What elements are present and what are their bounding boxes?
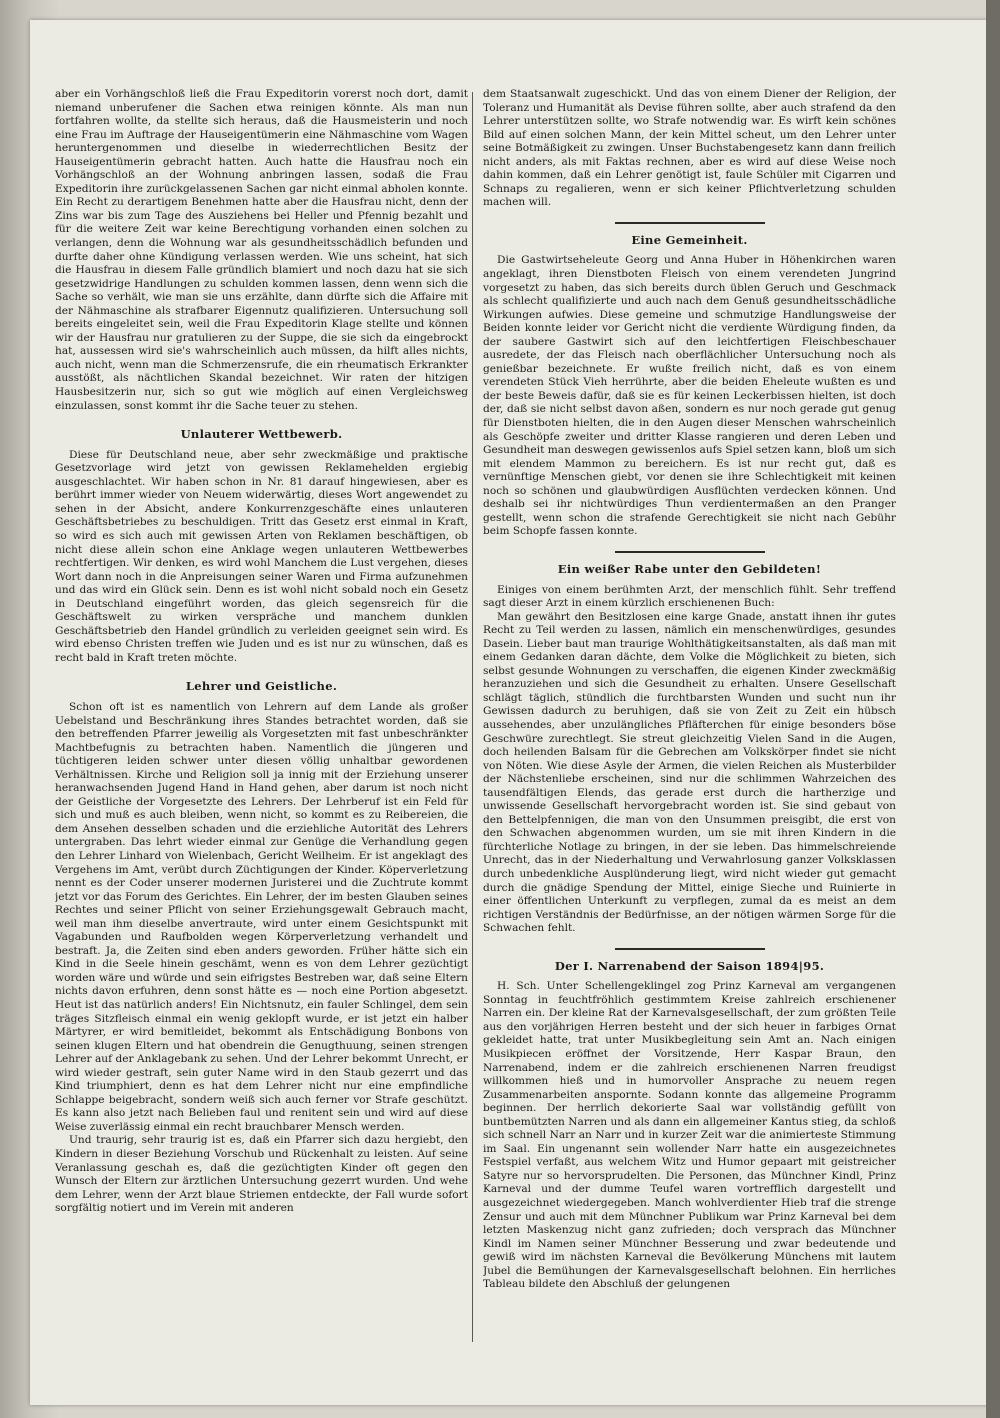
left-column <box>55 88 468 1353</box>
right-column <box>483 88 896 1353</box>
section-divider <box>615 948 765 950</box>
article-weisser-rabe-quote: Man gewährt den Besitzlosen eine karge Gnade, anstatt ihnen ihr gutes Recht zu Teil werden zu lassen, nämlich ein menschenwürdiges, gesundes Dasein. Lieber baut man traurige Wohlthätigkeitsanstalten, als daß man mit einem Gedanken daran dächte, dem Volke die Möglichkeit zu bieten, sich selbst gesunde Wohnungen zu verschaffen, die eigenen Kinder zweckmäßig heranzuziehen und sich die Gesundheit zu erhalten. Unsere Gesellschaft schlägt täglich, stündlich die furchtbarsten Wunden und sucht nun ihr Gewissen dadurch zu beruhigen, daß sie von Zeit zu Zeit ein hübsch aussehendes, aber unzulängliches Pfläfterchen für einige besonders böse Geschwüre zurechtlegt. Sie streut gleichzeitig Vielen Sand in die Augen, doch heilenden Balsam für die Gebrechen am Volkskörper findet sie nicht von Nöten. Wie diese Asyle der Armen, die vielen Reichen als Musterbilder der Nächstenliebe erscheinen, sind nur die schlimmen Wahrzeichen des tausendfältigen Elends, das gerade erst durch die hartherzige und unwissende Gesellschaft hervorgebracht worden ist. Sie sind gebaut von den Bettelpfennigen, die man von den Unsummen preisgibt, die erst von den Schwachen abgenommen wurden, um sie mit ihren Kindern in die fürchterliche Notlage zu bringen, in der sie leben. Das himmelschreiende Unrecht, das in der Niederhaltung und Verwahrlosung ganzer Volksklassen durch unbedenkliche Ausplünderung liegt, wird nicht wieder gut gemacht durch die gnädige Spendung der Mittel, einige Sieche und Ruinierte in einer öffentlichen Unterkunft zu verpflegen, zumal da es meist an dem richtigen Verständnis der Bedürfnisse, an der nötigen wärmen Sorge für die Schwachen fehlt. <box>483 610 896 935</box>
heading-weisser-rabe: Ein weißer Rabe unter den Gebildeten! <box>557 561 822 576</box>
article-lehrer-continuation: dem Staatsanwalt zugeschickt. Und das von einem Diener der Religion, der Toleranz und Humanität als Devise führen sollte, aber auch strafend da den Lehrer unterstützen sollte, wo Strafe notwendig war. Es wirft kein schönes Bild auf einen solchen Mann, der kein Mittel scheut, um den Lehrer unter seine Botmäßigkeit zu zwingen. Unser Buchstabengesetz kann dann freilich nicht anders, als mit Faktas rechnen, aber es wird auf diese Weise noch dahin kommen, daß ein Lehrer genötigt ist, faule Schüler mit Cigarren und Schnaps zu regalieren, wenn er sich keiner Pflichtverletzung schulden machen will. <box>483 88 896 209</box>
article-unlauterer-wettbewerb: Diese für Deutschland neue, aber sehr zweckmäßige und praktische Gesetzvorlage wird jetzt von gewissen Reklamehelden ergiebig ausgeschlachtet. Wir haben schon in Nr. 81 darauf hingewiesen, aber es berührt immer wieder von Neuem widerwärtig, dieses Wort angewendet zu sehen in der Absicht, andere Konkurrenzgeschäfte eines unlauteren Geschäftsbetriebes zu beschuldigen. Tritt das Gesetz erst einmal in Kraft, so wird es sich auch mit gewissen Arten von Reklamen beschäftigen, ob nicht diese allein schon eine Anklage wegen unlauteren Wettbewerbes rechtfertigen. Wir denken, es wird wohl Manchem die Lust vergehen, dieses Wort dann noch in die Anpreisungen seiner Waren und Firma aufzunehmen und das wird ein Glück sein. Denn es ist wohl nicht sobald noch ein Gesetz in Deutschland eingeführt worden, das gleich segensreich für die Geschäftswelt zu wirken verspräche und manchem dunklen Geschäftsbetrieb den Handel gründlich zu verleiden geeignet sein wird. Es wird ebenso Christen treffen wie Juden und es ist nur zu wünschen, daß es recht bald in Kraft treten möchte. <box>55 448 468 664</box>
article-continuation: aber ein Vorhängschloß ließ die Frau Expeditorin vorerst noch dort, damit niemand unberufener die Sachen etwa reinigen könnte. Als man nun fortfahren wollte, da stellte sich heraus, daß die Hausmeisterin und noch eine Frau im Auftrage der Hauseigentümerin eine Nähmaschine vom Wagen heruntergenommen und dieselbe in wiederrechtlichen Besitz der Hauseigentümerin gebracht hatten. Auch hatte die Hausfrau noch ein Vorhängschloß an der Wohnung anbringen lassen, sodaß die Frau Expeditorin ihre zurückgelassenen Sachen gar nicht einmal abholen konnte. Ein Recht zu derartigem Benehmen hatte aber die Hausfrau nicht, denn der Zins war bis zum Tage des Ausziehens bei Heller und Pfennig bezahlt und für die weitere Zeit war keine Berechtigung vorhanden einen solchen zu verlangen, denn die Wohnung war als gesundheitsschädlich befunden und durfte daher ohne Kündigung verlassen werden. Wie uns scheint, hat sich die Hausfrau in diesem Falle gründlich blamiert und noch dazu hat sie sich gesetzwidrige Handlungen zu schulden kommen lassen, denn wenn sich die Sache so verhält, wie man sie uns erzählte, dann dürfte sich die Affaire mit der Nähmaschine als strafbarer Eigennutz qualifizieren. Untersuchung soll bereits eingeleitet sein, weil die Frau Expeditorin Klage stellte und können wir der Hausfrau nur gratulieren zu der Suppe, die sie sich da eingebrockt hat, aussessen wird sie's wahrscheinlich auch müssen, da hilft alles nichts, auch nicht, wenn man die Schmerzensrufe, die ein rheumatisch Erkrankter ausstößt, als nächtlichen Skandal bezeichnet. Wir raten der hitzigen Hausbesitzerin nur, sich so gut wie möglich auf einen Vergleichsweg einzulassen, sonst kommt ihr die Sache teuer zu stehen. <box>55 88 468 412</box>
heading-eine-gemeinheit: Eine Gemeinheit. <box>631 232 748 247</box>
article-eine-gemeinheit: Die Gastwirtseheleute Georg und Anna Huber in Höhenkirchen waren angeklagt, ihren Dienstboten Fleisch von einem verendeten Jungrind vorgesetzt zu haben, das sich bereits durch üblen Geruch und Geschmack als schlecht qualifizierte und auch nach dem Genuß gesundheitsschädliche Wirkungen aufwies. Diese gemeine und schmutzige Handlungsweise der Beiden konnte leider vor Gericht nicht die verdiente Würdigung finden, da der saubere Gastwirt sich auf den leichtfertigen Fleischbeschauer ausredete, der das Fleisch nach oberflächlicher Untersuchung noch als genießbar bezeichnete. Er wußte freilich nicht, daß es von einem verendeten Stück Vieh herrührte, aber die beiden Eheleute wußten es und der beste Beweis dafür, daß sie es für keinen Leckerbissen hielten, ist doch der, daß sie nicht selbst davon aßen, sondern es nur noch gerade gut genug für Dienstboten hielten, die in den Augen dieser Menschen wahrscheinlich als Geschöpfe zweiter und dritter Klasse rangieren und deren Leben und Gesundheit man deswegen gewissenlos aufs Spiel setzen kann, bloß um sich mit elendem Mammon zu bereichern. Es ist nur recht gut, daß es vernünftige Menschen giebt, vor denen sie ihre Schlechtigkeit mit keinen noch so schönen und glaubwürdigen Ausflüchten verdecken können. Und deshalb sei ihr nichtwürdiges Thun verdientermaßen an den Pranger gestellt, wenn schon die strafende Gerechtigkeit sie nicht nach Gebühr beim Schopfe fassen konnte. <box>483 254 896 538</box>
column-divider <box>472 92 473 1342</box>
heading-lehrer-und-geistliche: Lehrer und Geistliche. <box>185 679 338 694</box>
heading-narrenabend: Der I. Narrenabend der Saison 1894|95. <box>554 958 825 973</box>
section-divider <box>615 222 765 224</box>
section-divider <box>615 551 765 553</box>
article-lehrer-part2: Und traurig, sehr traurig ist es, daß ein Pfarrer sich dazu hergiebt, den Kindern in dieser Beziehung Vorschub und Rückenhalt zu leisten. Auf seine Veranlassung geschah es, daß die gezüchtigten Kinder oft gegen den Wunsch der Eltern zur ärztlichen Untersuchung gezerrt wurden. Und wehe dem Lehrer, wenn der Arzt blaue Striemen entdeckte, der Fall wurde sofort sorgfältig notiert und im Verein mit anderen <box>55 1134 468 1215</box>
heading-unlauterer-wettbewerb: Unlauterer Wettbewerb. <box>180 427 343 442</box>
scan-edge <box>986 0 1000 1418</box>
article-lehrer-part1: Schon oft ist es namentlich von Lehrern auf dem Lande als großer Uebelstand und Beschränkung ihres Standes betrachtet worden, daß sie den betreffenden Pfarrer jeweilig als Vorgesetzten mit fast unbeschränkter Machtbefugnis zu betrachten haben. Namentlich die jüngeren und tüchtigeren leiden schwer unter diesen völlig unhaltbar gewordenen Verhältnissen. Kirche und Religion soll ja innig mit der Erziehung unserer heranwachsenden Jugend Hand in Hand gehen, aber darum ist noch nicht der Geistliche der Vorgesetzte des Lehrers. Der Lehrberuf ist ein Feld für sich und muß es auch bleiben, wenn nicht, so kommt es zu Reibereien, die dem Ansehen desselben schaden und die erziehliche Autorität des Lehrers untergraben. Das lehrt wieder einmal zur Genüge die Verhandlung gegen den Lehrer Linhard von Wielenbach, Gericht Weilheim. Er ist angeklagt des Vergehens im Amt, verübt durch Züchtigungen der Kinder. Köperverletzung nennt es der Coder unserer modernen Juristerei und die Zuchtrute kommt jetzt vor das Forum des Gerichtes. Ein Lehrer, der im besten Glauben seines Rechtes und seiner Pflicht von seiner Erziehungsgewalt Gebrauch macht, weil man ihm dieselbe anvertraute, wird unter einem Gesichtspunkt mit Vagabunden und Raufbolden wegen Körperverletzung verhandelt und bestraft. Ja, die Zeiten sind eben anders geworden. Früher hätte sich ein Kind in die Seele hinein geschämt, wenn es von dem Lehrer gezüchtigt worden wäre und würde und sein eifrigstes Bestreben war, daß seine Eltern nichts davon erfuhren, denn sonst hätte es — noch eine Portion abgesetzt. Heut ist das natürlich anders! Ein Nichtsnutz, ein fauler Schlingel, dem sein träges Sitzfleisch einmal ein wenig geklopft wurde, er ist jetzt ein halber Märtyrer, er wird bemitleidet, bekommt als Entschädigung Bonbons von seinen klugen Eltern und hat obendrein die Genugthuung, seinen strengen Lehrer auf der Anklagebank zu sehen. Und der Lehrer bekommt Unrecht, er wird wieder gestraft, sein guter Name wird in den Staub gezerrt und das Kind triumphiert, denn es hat dem Lehrer nicht nur eine empfindliche Schlappe beigebracht, sondern weiß sich auch ferner vor Strafe geschützt. Es kann also jetzt nach Belieben faul und renitent sein und wird auf diese Weise zuverlässig einmal ein recht brauchbarer Mensch werden. <box>55 700 468 1133</box>
article-weisser-rabe-intro: Einiges von einem berühmten Arzt, der menschlich fühlt. Sehr treffend sagt dieser Arzt in einem kürzlich erschienenen Buch: <box>483 583 896 610</box>
article-narrenabend: H. Sch. Unter Schellengeklingel zog Prinz Karneval am vergangenen Sonntag in feuchtfröhlich gestimmtem Kreise zahlreich erschienener Narren ein. Der kleine Rat der Karnevalsgesellschaft, der zum größten Teile aus den vorjährigen Herren besteht und der sich heuer in farbiges Ornat gekleidet hatte, trat unter Musikbegleitung sein Amt an. Nach einigen Musikpiecen eröffnet der Vorsitzende, Herr Kaspar Braun, den Narrenabend, indem er die zahlreich erschienenen Narren freudigst willkommen hieß und in humorvoller Ansprache zu neuem regen Zusammenarbeiten anspornte. Sodann konnte das allgemeine Programm beginnen. Der herrlich dekorierte Saal war vollständig gefüllt von buntbemützten Narren und als dann ein allgemeiner Kantus stieg, da schloß sich schnell Narr an Narr und in kurzer Zeit war die animierteste Stimmung im Saal. Ein ungenannt sein wollender Narr hatte ein ausgezeichnetes Festspiel verfaßt, aus welchem Witz und Humor gepaart mit geistreicher Satyre nur so hervorsprudelten. Die Personen, das Münchner Kindl, Prinz Karneval und der dumme Teufel waren vortrefflich dargestellt und ausgezeichnet wiedergegeben. Manch wohlverdienter Hieb traf die strenge Zensur und auch mit dem Münchner Publikum war Prinz Karneval bei dem letzten Maskenzug nicht ganz zufrieden; doch versprach das Münchner Kindl im Namen seiner Münchner Besserung und zwar bedeutende und gewiß wird im nächsten Karneval die Bevölkerung Münchens mit lautem Jubel die Bemühungen der Karnevalsgesellschaft belohnen. Ein herrliches Tableau bildete den Abschluß der gelungenen <box>483 980 896 1291</box>
